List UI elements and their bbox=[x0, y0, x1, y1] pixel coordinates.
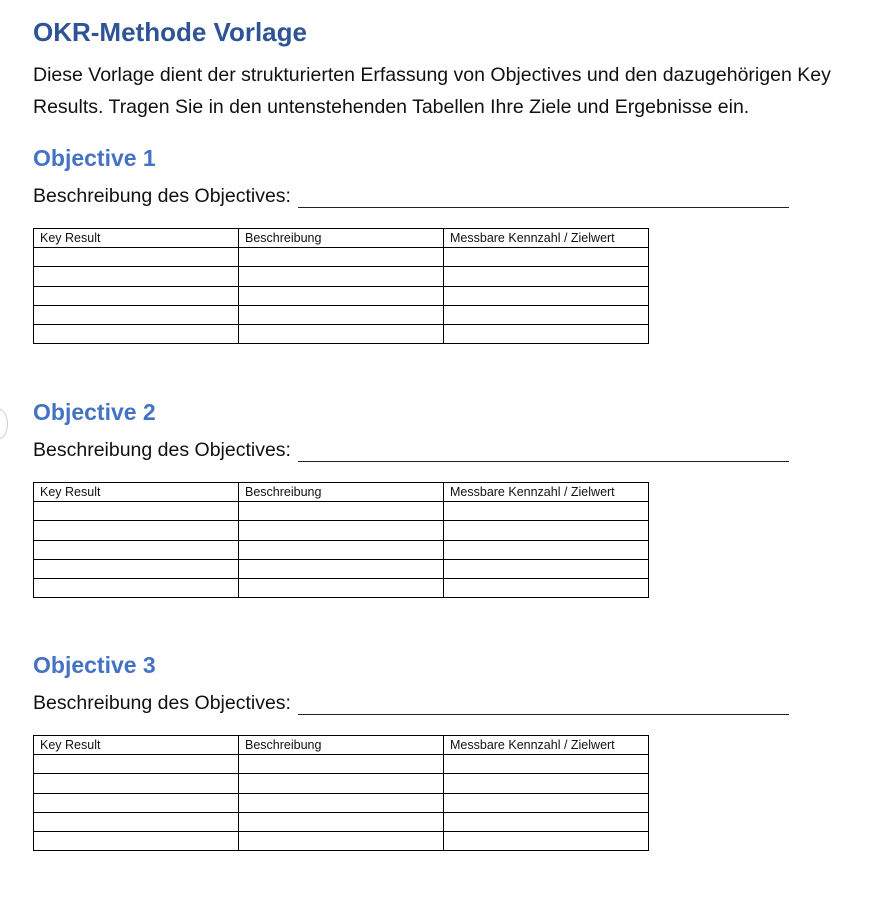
table-cell[interactable] bbox=[239, 578, 444, 597]
table-cell[interactable] bbox=[34, 831, 239, 850]
objective-description-field[interactable] bbox=[298, 185, 789, 208]
header-messbare-kennzahl: Messbare Kennzahl / Zielwert bbox=[444, 736, 649, 755]
objective-description-label: Beschreibung des Objectives: bbox=[33, 185, 291, 207]
header-beschreibung: Beschreibung bbox=[239, 229, 444, 248]
table-cell[interactable] bbox=[444, 540, 649, 559]
table-row bbox=[34, 502, 649, 521]
header-key-result: Key Result bbox=[34, 229, 239, 248]
table-cell[interactable] bbox=[444, 831, 649, 850]
table-row bbox=[34, 324, 649, 343]
table-cell[interactable] bbox=[444, 793, 649, 812]
table-header-row bbox=[34, 736, 649, 755]
document-title: OKR-Methode Vorlage bbox=[33, 17, 307, 47]
table-cell[interactable] bbox=[444, 774, 649, 793]
table-cell[interactable] bbox=[34, 793, 239, 812]
table-cell[interactable] bbox=[34, 559, 239, 578]
table-cell[interactable] bbox=[444, 324, 649, 343]
objective-heading: Objective 3 bbox=[33, 652, 156, 678]
table-cell[interactable] bbox=[34, 755, 239, 774]
key-results-table bbox=[33, 228, 649, 344]
table-cell[interactable] bbox=[239, 559, 444, 578]
table-cell[interactable] bbox=[444, 559, 649, 578]
objective-description-row bbox=[33, 182, 833, 208]
header-messbare-kennzahl: Messbare Kennzahl / Zielwert bbox=[444, 229, 649, 248]
table-cell[interactable] bbox=[239, 248, 444, 267]
header-key-result: Key Result bbox=[34, 483, 239, 502]
table-row bbox=[34, 831, 649, 850]
objective-description-row bbox=[33, 689, 833, 715]
table-cell[interactable] bbox=[444, 267, 649, 286]
table-cell[interactable] bbox=[239, 521, 444, 540]
table-cell[interactable] bbox=[239, 502, 444, 521]
table-cell[interactable] bbox=[34, 324, 239, 343]
table-cell[interactable] bbox=[239, 755, 444, 774]
table-cell[interactable] bbox=[239, 305, 444, 324]
table-cell[interactable] bbox=[444, 305, 649, 324]
table-header-row bbox=[34, 229, 649, 248]
objective-description-row bbox=[33, 436, 833, 462]
objective-section-2 bbox=[33, 397, 833, 598]
objective-description-field[interactable] bbox=[298, 439, 789, 462]
table-cell[interactable] bbox=[239, 540, 444, 559]
table-cell[interactable] bbox=[34, 521, 239, 540]
table-cell[interactable] bbox=[239, 793, 444, 812]
header-beschreibung: Beschreibung bbox=[239, 736, 444, 755]
table-row bbox=[34, 305, 649, 324]
table-cell[interactable] bbox=[239, 324, 444, 343]
header-beschreibung: Beschreibung bbox=[239, 483, 444, 502]
header-key-result: Key Result bbox=[34, 736, 239, 755]
table-cell[interactable] bbox=[34, 540, 239, 559]
table-cell[interactable] bbox=[444, 248, 649, 267]
table-cell[interactable] bbox=[239, 812, 444, 831]
table-row bbox=[34, 559, 649, 578]
table-cell[interactable] bbox=[444, 578, 649, 597]
table-cell[interactable] bbox=[34, 812, 239, 831]
table-cell[interactable] bbox=[444, 812, 649, 831]
intro-paragraph: Diese Vorlage dient der strukturierten Erfassung von Objectives und den dazugehörigen Key Results. Tragen Sie in den untenstehenden Tabellen Ihre Ziele und Ergebnisse ein. bbox=[33, 64, 831, 118]
objective-description-field[interactable] bbox=[298, 692, 789, 715]
table-row bbox=[34, 774, 649, 793]
table-cell[interactable] bbox=[239, 267, 444, 286]
table-cell[interactable] bbox=[444, 521, 649, 540]
objective-section-1 bbox=[33, 143, 833, 344]
table-cell[interactable] bbox=[444, 286, 649, 305]
objective-heading: Objective 2 bbox=[33, 399, 156, 425]
table-row bbox=[34, 812, 649, 831]
table-cell[interactable] bbox=[34, 286, 239, 305]
table-cell[interactable] bbox=[34, 248, 239, 267]
table-cell[interactable] bbox=[34, 267, 239, 286]
table-cell[interactable] bbox=[239, 774, 444, 793]
table-cell[interactable] bbox=[34, 502, 239, 521]
table-row bbox=[34, 521, 649, 540]
table-row bbox=[34, 540, 649, 559]
table-cell[interactable] bbox=[239, 831, 444, 850]
header-messbare-kennzahl: Messbare Kennzahl / Zielwert bbox=[444, 483, 649, 502]
table-row bbox=[34, 248, 649, 267]
key-results-table bbox=[33, 482, 649, 598]
table-cell[interactable] bbox=[444, 502, 649, 521]
table-cell[interactable] bbox=[34, 305, 239, 324]
page-edge-marker bbox=[0, 408, 8, 440]
objective-description-label: Beschreibung des Objectives: bbox=[33, 439, 291, 461]
table-cell[interactable] bbox=[34, 578, 239, 597]
table-row bbox=[34, 578, 649, 597]
table-header-row bbox=[34, 483, 649, 502]
objective-section-3 bbox=[33, 650, 833, 851]
table-row bbox=[34, 286, 649, 305]
key-results-table bbox=[33, 735, 649, 851]
table-row bbox=[34, 755, 649, 774]
table-row bbox=[34, 793, 649, 812]
objective-description-label: Beschreibung des Objectives: bbox=[33, 692, 291, 714]
table-row bbox=[34, 267, 649, 286]
table-cell[interactable] bbox=[239, 286, 444, 305]
table-cell[interactable] bbox=[444, 755, 649, 774]
objective-heading: Objective 1 bbox=[33, 145, 156, 171]
table-cell[interactable] bbox=[34, 774, 239, 793]
